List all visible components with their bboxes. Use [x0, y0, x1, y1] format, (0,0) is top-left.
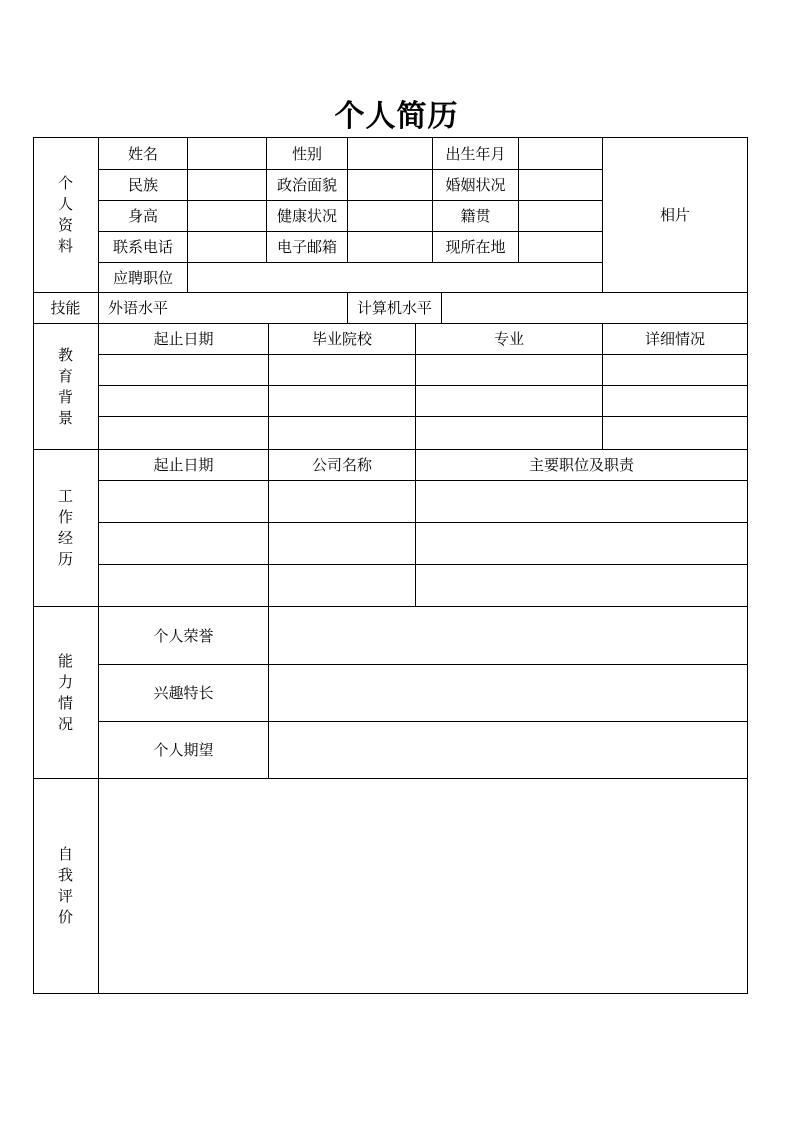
edu-row-1[interactable] [99, 355, 747, 385]
edu-header-school: 毕业院校 [311, 330, 372, 348]
position-field[interactable] [188, 263, 602, 292]
name-label: 姓名 [127, 144, 158, 163]
work-header-duties: 主要职位及职责 [528, 456, 634, 474]
gender-label: 性别 [291, 144, 322, 163]
honors-field[interactable] [269, 607, 747, 664]
computer-field[interactable] [442, 293, 747, 323]
birth-label: 出生年月 [445, 144, 506, 163]
height-field[interactable] [188, 201, 266, 231]
address-field[interactable] [519, 232, 602, 262]
edu-row-3[interactable] [99, 417, 747, 449]
work-row-3[interactable] [99, 565, 747, 606]
skills-section-label: 技能 [50, 299, 81, 317]
language-label: 外语水平 [108, 299, 169, 317]
interests-label: 兴趣特长 [153, 684, 214, 702]
ethnicity-field[interactable] [188, 170, 266, 200]
language-field[interactable] [188, 293, 347, 323]
self-eval-field[interactable] [99, 779, 747, 993]
position-label: 应聘职位 [112, 268, 173, 287]
political-field[interactable] [348, 170, 432, 200]
work-section-label: 工 作 经 历 [57, 487, 73, 568]
health-field[interactable] [348, 201, 432, 231]
phone-field[interactable] [188, 232, 266, 262]
marital-field[interactable] [519, 170, 602, 200]
resume-table [33, 137, 748, 994]
work-header-company: 公司名称 [311, 456, 372, 474]
expectation-label: 个人期望 [153, 741, 214, 759]
self-eval-section-label: 自 我 评 价 [57, 845, 73, 926]
height-label: 身高 [127, 207, 158, 225]
email-field[interactable] [348, 232, 432, 262]
interests-field[interactable] [269, 665, 747, 721]
address-label: 现所在地 [445, 238, 506, 256]
computer-label: 计算机水平 [357, 299, 433, 317]
phone-label: 联系电话 [112, 238, 173, 256]
photo-box[interactable]: 相片 [659, 206, 690, 224]
education-section-label: 教 育 背 景 [57, 345, 73, 427]
health-label: 健康状况 [276, 207, 337, 225]
page-title: 个人简历 [334, 99, 459, 134]
work-header-dates: 起止日期 [153, 456, 214, 474]
political-label: 政治面貌 [276, 176, 337, 194]
name-field[interactable] [188, 138, 266, 169]
edu-header-details: 详细情况 [644, 330, 705, 348]
birth-field[interactable] [519, 138, 602, 169]
origin-label: 籍贯 [460, 207, 491, 225]
ability-section-label: 能 力 情 况 [57, 651, 73, 733]
work-row-1[interactable] [99, 481, 747, 522]
ethnicity-label: 民族 [127, 176, 158, 194]
gender-field[interactable] [348, 138, 432, 169]
edu-header-dates: 起止日期 [153, 330, 214, 348]
origin-field[interactable] [519, 201, 602, 231]
email-label: 电子邮箱 [276, 238, 337, 256]
personal-section-label: 个 人 资 料 [57, 173, 73, 255]
edu-row-2[interactable] [99, 386, 747, 416]
edu-header-major: 专业 [493, 330, 524, 348]
work-row-2[interactable] [99, 523, 747, 564]
honors-label: 个人荣誉 [153, 626, 214, 645]
marital-label: 婚姻状况 [445, 176, 506, 194]
expectation-field[interactable] [269, 722, 747, 778]
